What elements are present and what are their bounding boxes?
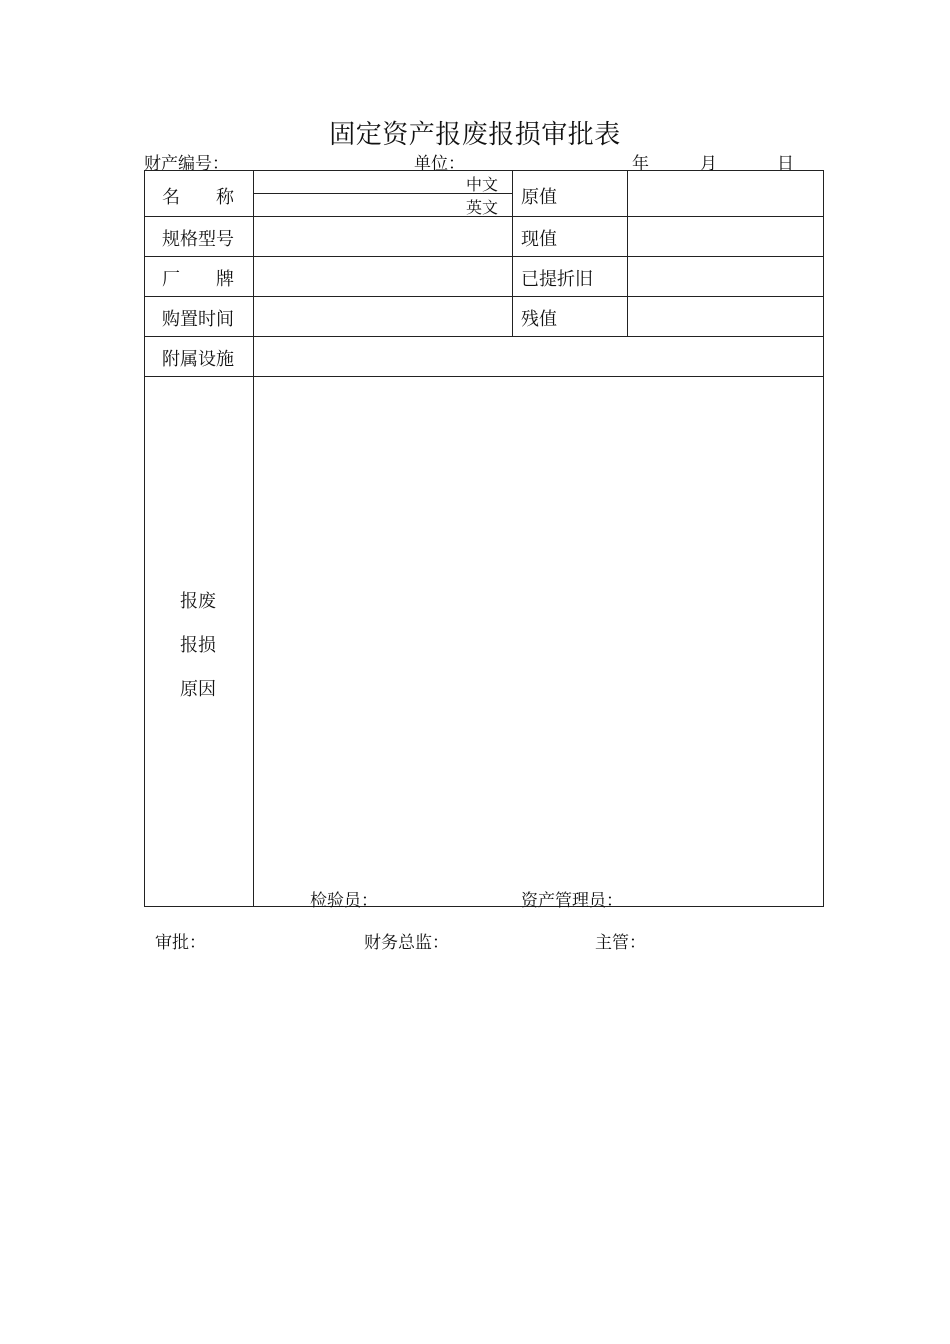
page-title: 固定资产报废报损审批表: [329, 120, 621, 150]
approval-label: 审批：: [155, 933, 206, 953]
english-name-label: 英文: [466, 198, 499, 217]
month-label: 月: [700, 154, 717, 174]
approval-table: [144, 170, 824, 911]
name-label: 名 称: [162, 187, 234, 208]
row-divider: [145, 336, 823, 337]
row-divider: [145, 256, 823, 257]
value-column-divider: [627, 171, 628, 336]
current-value-label: 现值: [521, 229, 557, 250]
unit-label: 单位：: [414, 154, 465, 174]
reason-label-loss: 报损: [180, 635, 216, 656]
day-label: 日: [777, 154, 794, 174]
purchase-time-label: 购置时间: [162, 309, 234, 330]
brand-label: 厂 牌: [162, 269, 234, 290]
reason-label-scrap: 报废: [180, 591, 216, 612]
row-divider: [145, 376, 823, 377]
reason-label-cause: 原因: [180, 679, 216, 700]
cfo-label: 财务总监：: [364, 933, 449, 953]
asset-number-label: 财产编号：: [144, 154, 229, 174]
accessories-label: 附属设施: [162, 349, 234, 370]
residual-value-label: 残值: [521, 309, 557, 330]
chinese-name-label: 中文: [466, 175, 499, 194]
inspector-label: 检验员：: [310, 891, 378, 911]
depreciation-label: 已提折旧: [521, 269, 593, 290]
row-divider: [145, 296, 823, 297]
model-label: 规格型号: [162, 229, 234, 250]
supervisor-label: 主管：: [595, 933, 646, 953]
original-value-label: 原值: [521, 187, 557, 208]
asset-manager-label: 资产管理员：: [521, 891, 623, 911]
year-label: 年: [632, 154, 649, 174]
label-column-divider: [253, 171, 254, 906]
mid-column-divider: [512, 171, 513, 336]
